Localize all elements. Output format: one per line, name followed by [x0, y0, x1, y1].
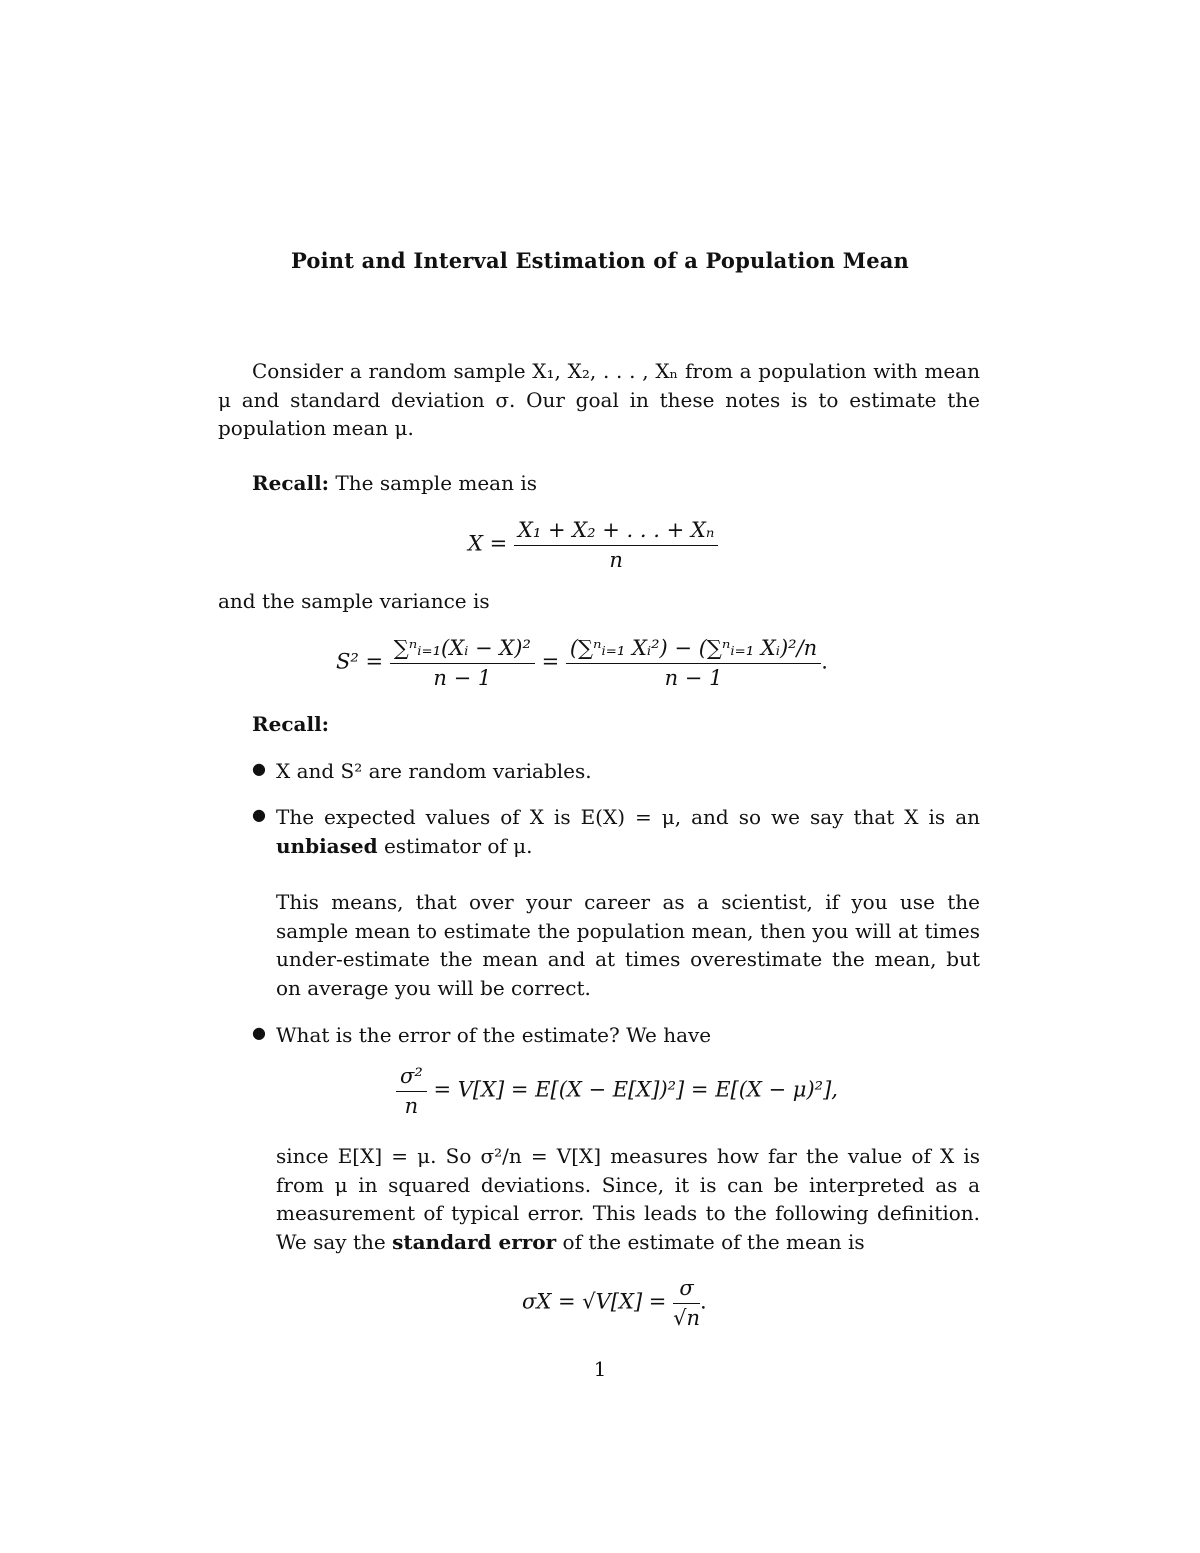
recall-sample-mean [252, 469, 537, 497]
bullet-marker: ● [252, 1023, 266, 1042]
bullet2-text-b: estimator of μ. [383, 833, 533, 858]
eq-se-den: √n [673, 1306, 700, 1330]
standard-error-term: standard error [392, 1229, 557, 1254]
eq-var-fraction-2 [566, 636, 821, 690]
recall-heading: Recall: [252, 712, 330, 736]
recall-text: The sample mean is [335, 471, 538, 495]
bullet-expected-value [276, 803, 980, 860]
intro-paragraph: Consider a random sample X₁, X₂, . . . , Xₙ from a population with mean μ and standard deviation σ. Our goal in these notes is to estimate the population mean μ. [218, 359, 980, 440]
variance-intro: and the sample variance is [218, 589, 490, 613]
eq-se-root: √V[X] = [582, 1289, 667, 1314]
bullet-marker: ● [252, 805, 266, 824]
eq-mean-denominator: n [609, 548, 623, 572]
standard-error-explanation [276, 1142, 980, 1256]
error-equation [396, 1064, 838, 1118]
sample-variance-equation [336, 636, 828, 690]
eq-se-num: σ [673, 1276, 700, 1304]
eq-var-num1: ∑ⁿᵢ₌₁(Xᵢ − X)² [390, 636, 535, 664]
bullet-error-estimate: What is the error of the estimate? We have [276, 1023, 712, 1047]
eq-var-fraction-1 [390, 636, 535, 690]
page-title: Point and Interval Estimation of a Population Mean [290, 248, 910, 273]
eq-var-num2: (∑ⁿᵢ₌₁ Xᵢ²) − (∑ⁿᵢ₌₁ Xᵢ)²/n [566, 636, 821, 664]
eq-se-fraction [673, 1276, 700, 1330]
eq-var-den2: n − 1 [664, 666, 723, 690]
bullet-random-variables: X and S² are random variables. [276, 759, 592, 783]
bullet2-text-a: The expected values of X is E(X) = μ, and so we say that X is an [276, 805, 980, 829]
eq-se-lhs: σX = [522, 1289, 576, 1314]
sample-mean-equation [468, 518, 718, 572]
eq-var-equals: = [541, 649, 560, 674]
unbiased-term: unbiased [276, 833, 378, 858]
eq-var-lhs: S² = [336, 649, 384, 674]
bullet3-text-b: of the estimate of the mean is [562, 1229, 865, 1254]
unbiased-explanation: This means, that over your career as a scientist, if you use the sample mean to estimate the population mean, then you will at times under-estimate the mean and at times overestimate the mean, but on average you will be correct. [276, 890, 980, 1000]
bullet3-text-a: since E[X] = μ. So σ²/n = V[X] measures how far the value of X is from μ in squared deviations. Since, it is can be interpreted as a measurement of typical error. This leads to the following definition. We say the [276, 1144, 980, 1254]
eq-var-end: . [821, 649, 828, 674]
recall-label: Recall: [252, 471, 330, 495]
eq-err-num: σ² [396, 1064, 427, 1092]
eq-err-fraction [396, 1064, 427, 1118]
bullet-marker: ● [252, 759, 266, 778]
eq-var-den1: n − 1 [433, 666, 492, 690]
eq-err-den: n [404, 1094, 419, 1118]
page-number: 1 [593, 1357, 607, 1381]
eq-err-rhs: = V[X] = E[(X − E[X])²] = E[(X − μ)²], [433, 1077, 838, 1102]
eq-mean-fraction [514, 518, 718, 572]
standard-error-equation [522, 1276, 707, 1330]
eq-mean-lhs: X = [468, 531, 508, 556]
eq-se-end: . [700, 1289, 707, 1314]
eq-mean-numerator: X₁ + X₂ + . . . + Xₙ [514, 518, 718, 546]
